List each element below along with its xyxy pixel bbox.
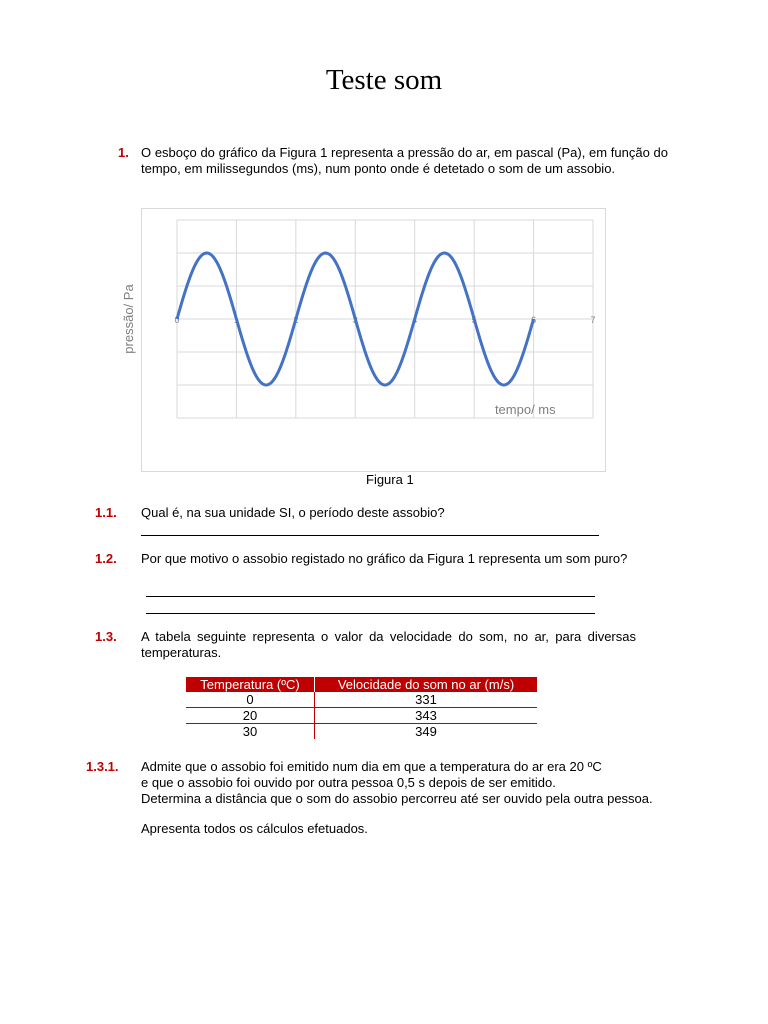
x-tick-label: 3 [352,315,358,325]
answer-line [141,535,599,536]
table-cell: 0 [186,692,315,708]
table-row [186,724,537,740]
answer-line [146,613,595,614]
x-tick-label: 2 [293,315,299,325]
table-row [186,708,537,724]
pressure-time-chart [121,208,606,472]
x-tick-label: 0 [174,315,180,325]
table-row [186,692,537,708]
answer-line [146,596,595,597]
figure-caption: Figura 1 [366,472,414,487]
x-tick-label: 4 [412,315,418,325]
y-axis-label: pressão/ Pa [121,284,136,354]
question-1-3-1-line: Apresenta todos os cálculos efetuados. [141,821,368,836]
question-1-2-text: Por que motivo o assobio registado no gráfico da Figura 1 representa um som puro? [141,551,628,566]
x-axis-label: tempo/ ms [494,401,556,417]
question-1-1-number: 1.1. [95,505,117,520]
question-1-3-number: 1.3. [95,629,117,644]
question-1-3-1-line: Determina a distância que o som do assobio percorreu até ser ouvido pela outra pessoa. [141,791,653,806]
table-cell: 343 [315,708,538,724]
table-cell: 331 [315,692,538,708]
question-1-text: O esboço do gráfico da Figura 1 representa a pressão do ar, em pascal (Pa), em função do tempo, em milissegundos (ms), num ponto onde é detetado o som de um assobio. [141,145,668,176]
speed-of-sound-table [186,677,537,739]
question-1-3-1-line: e que o assobio foi ouvido por outra pessoa 0,5 s depois de ser emitido. [141,775,556,790]
question-1-3-1-line: Admite que o assobio foi emitido num dia em que a temperatura do ar era 20 ºC [141,759,602,774]
table-cell: 20 [186,708,315,724]
x-tick-label: 7 [590,315,596,325]
page-title: Teste som [325,64,443,96]
x-tick-label: 5 [471,315,477,325]
table-cell: 30 [186,724,315,740]
question-1-number: 1. [118,145,129,160]
x-tick-label: 6 [531,315,537,325]
question-1-3-text: A tabela seguinte representa o valor da velocidade do som, no ar, para diversas temperaturas. [141,629,636,660]
table-cell: 349 [415,724,437,739]
question-1-3-1-number: 1.3.1. [86,759,119,774]
question-1-2-number: 1.2. [95,551,117,566]
chart-canvas [121,209,607,473]
table-header: Velocidade do som no ar (m/s) [315,677,538,692]
table-header: Temperatura (ºC) [186,677,315,692]
question-1-1-text: Qual é, na sua unidade SI, o período deste assobio? [141,505,445,520]
x-tick-label: 1 [233,315,239,325]
